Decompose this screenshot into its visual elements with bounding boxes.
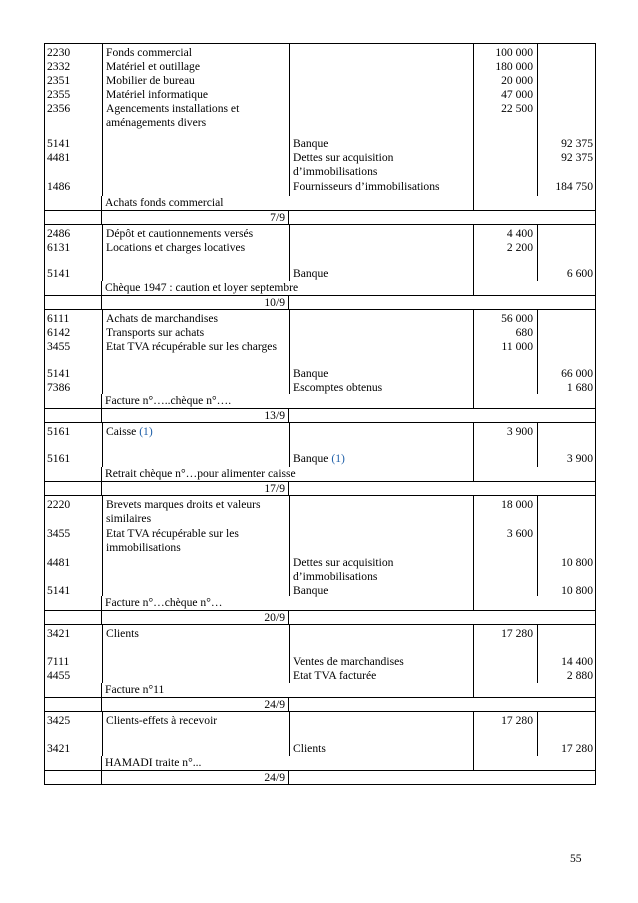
- entry-date: 13/9: [102, 409, 289, 422]
- date-row: [45, 481, 595, 496]
- debit-label: Clients-effets à recevoir: [106, 714, 218, 727]
- date-row: [45, 610, 595, 625]
- credit-label: Banque: [293, 367, 329, 380]
- account-number: 5161: [47, 452, 71, 465]
- account-number: 2220: [47, 498, 71, 511]
- debit-column: [473, 423, 537, 467]
- account-column: [45, 712, 102, 756]
- debit-amount: 4 400: [506, 227, 533, 240]
- account-number: 5141: [47, 267, 71, 280]
- entry-note-row: [45, 394, 595, 408]
- debit-label: Transports sur achats: [106, 326, 205, 339]
- account-number: 4481: [47, 556, 71, 569]
- entry-note: Chèque 1947 : caution et loyer septembre: [105, 281, 299, 294]
- entry-note: Facture n°…..chèque n°….: [105, 394, 232, 407]
- entry-note-row: [45, 596, 595, 610]
- credit-label: Fournisseurs d’immobilisations: [293, 180, 440, 193]
- account-column: [45, 423, 102, 467]
- account-column: [45, 625, 102, 683]
- account-number: 6131: [47, 241, 71, 254]
- credit-amount: 17 280: [561, 742, 593, 755]
- account-number: 5141: [47, 584, 71, 597]
- credit-label: Banque: [293, 137, 329, 150]
- account-number: 2230: [47, 46, 71, 59]
- credit-label-column: [289, 625, 473, 683]
- credit-label-column: [289, 496, 473, 596]
- debit-label: Clients: [106, 627, 139, 640]
- credit-amount: 1 680: [566, 381, 593, 394]
- debit-amount: 18 000: [501, 498, 533, 511]
- account-column: [45, 496, 102, 596]
- credit-column: [537, 712, 597, 756]
- reference-mark: (1): [139, 425, 153, 438]
- account-number: 3421: [47, 627, 71, 640]
- account-number: 2351: [47, 74, 71, 87]
- credit-amount: 2 880: [566, 669, 593, 682]
- entry-note: Facture n°11: [105, 683, 165, 696]
- debit-amount: 3 900: [506, 425, 533, 438]
- journal-entry: [44, 310, 596, 423]
- account-number: 5141: [47, 137, 71, 150]
- date-row: [45, 770, 595, 785]
- debit-label-column: [102, 496, 289, 596]
- debit-label: Agencements installations et aménagements divers: [106, 102, 240, 129]
- entry-note: Achats fonds commercial: [105, 196, 224, 209]
- entry-note-row: [45, 196, 595, 210]
- account-number: 3425: [47, 714, 71, 727]
- debit-amount: 680: [515, 326, 533, 339]
- debit-amount: 11 000: [501, 340, 533, 353]
- debit-label-column: [102, 310, 289, 394]
- debit-label: Locations et charges locatives: [106, 241, 246, 254]
- credit-column: [537, 496, 597, 596]
- debit-amount: 17 280: [501, 627, 533, 640]
- account-column: [45, 310, 102, 394]
- account-number: 2486: [47, 227, 71, 240]
- debit-amount: 100 000: [495, 46, 533, 59]
- account-number: 2356: [47, 102, 71, 115]
- entry-date: 7/9: [102, 211, 289, 224]
- account-number: 7386: [47, 381, 71, 394]
- account-number: 2355: [47, 88, 71, 101]
- journal-entry: [44, 496, 596, 625]
- debit-label: Dépôt et cautionnements versés: [106, 227, 254, 240]
- account-number: 2332: [47, 60, 71, 73]
- debit-label-column: [102, 625, 289, 683]
- debit-label-column: [102, 712, 289, 756]
- debit-label-column: [102, 44, 289, 196]
- credit-amount: 10 800: [561, 584, 593, 597]
- debit-column: [473, 225, 537, 281]
- account-number: 4455: [47, 669, 71, 682]
- credit-label: Ventes de marchandises: [293, 655, 404, 668]
- debit-amount: 17 280: [501, 714, 533, 727]
- credit-column: [537, 310, 597, 394]
- debit-amount: 22 500: [501, 102, 533, 115]
- debit-label: Matériel informatique: [106, 88, 209, 101]
- debit-amount: 3 600: [506, 527, 533, 540]
- account-number: 1486: [47, 180, 71, 193]
- credit-label-column: [289, 310, 473, 394]
- journal-entry: [44, 625, 596, 712]
- credit-label: Clients: [293, 742, 326, 755]
- entry-note-row: [45, 281, 595, 295]
- account-number: 5141: [47, 367, 71, 380]
- journal-entry: [44, 423, 596, 496]
- date-row: [45, 697, 595, 712]
- debit-column: [473, 625, 537, 683]
- debit-label: Etat TVA récupérable sur les charges: [106, 340, 277, 353]
- credit-amount: 6 600: [566, 267, 593, 280]
- credit-label-column: [289, 712, 473, 756]
- account-number: 6142: [47, 326, 71, 339]
- entry-note: Retrait chèque n°…pour alimenter caisse: [105, 467, 296, 480]
- date-row: [45, 210, 595, 225]
- debit-label: Mobilier de bureau: [106, 74, 195, 87]
- credit-label: Banque: [293, 584, 329, 597]
- debit-label: Etat TVA récupérable sur les immobilisations: [106, 527, 239, 554]
- debit-label: Fonds commercial: [106, 46, 192, 59]
- credit-amount: 92 375: [561, 137, 593, 150]
- debit-label-column: [102, 423, 289, 467]
- page-number: 55: [570, 852, 582, 865]
- entry-date: 20/9: [102, 611, 289, 624]
- credit-amount: 14 400: [561, 655, 593, 668]
- debit-amount: 180 000: [495, 60, 533, 73]
- account-number: 3455: [47, 340, 71, 353]
- account-column: [45, 225, 102, 281]
- account-number: 5161: [47, 425, 71, 438]
- credit-amount: 92 375: [561, 151, 593, 164]
- credit-label-column: [289, 225, 473, 281]
- credit-column: [537, 44, 597, 196]
- journal-entry: [44, 225, 596, 310]
- credit-label: Escomptes obtenus: [293, 381, 383, 394]
- account-number: 3455: [47, 527, 71, 540]
- account-column: [45, 44, 102, 196]
- entry-note-row: [45, 683, 595, 697]
- entry-note: HAMADI traite n°...: [105, 756, 202, 769]
- entry-note-row: [45, 467, 595, 481]
- debit-column: [473, 712, 537, 756]
- debit-label: Matériel et outillage: [106, 60, 201, 73]
- debit-label-column: [102, 225, 289, 281]
- debit-amount: 20 000: [501, 74, 533, 87]
- credit-label-column: [289, 44, 473, 196]
- entry-note: Facture n°…chèque n°…: [105, 596, 223, 609]
- date-row: [45, 295, 595, 310]
- credit-column: [537, 625, 597, 683]
- entry-note-row: [45, 756, 595, 770]
- credit-label-column: [289, 423, 473, 467]
- debit-label: Achats de marchandises: [106, 312, 219, 325]
- credit-amount: 184 750: [555, 180, 593, 193]
- journal-table: [44, 43, 596, 785]
- debit-label: Brevets marques droits et valeurs similaires: [106, 498, 261, 525]
- credit-amount: 10 800: [561, 556, 593, 569]
- reference-mark: (1): [331, 452, 345, 465]
- credit-label: Banque: [293, 452, 329, 465]
- credit-label: Etat TVA facturée: [293, 669, 377, 682]
- credit-amount: 3 900: [566, 452, 593, 465]
- debit-column: [473, 496, 537, 596]
- debit-label: Caisse: [106, 425, 137, 438]
- debit-column: [473, 310, 537, 394]
- account-number: 4481: [47, 151, 71, 164]
- debit-amount: 2 200: [506, 241, 533, 254]
- account-number: 7111: [47, 655, 70, 668]
- entry-date: 24/9: [102, 771, 289, 784]
- credit-amount: 66 000: [561, 367, 593, 380]
- entry-date: 17/9: [102, 482, 289, 495]
- journal-entry: [44, 712, 596, 785]
- credit-column: [537, 225, 597, 281]
- account-number: 6111: [47, 312, 70, 325]
- date-row: [45, 408, 595, 423]
- debit-amount: 56 000: [501, 312, 533, 325]
- credit-label: Banque: [293, 267, 329, 280]
- debit-amount: 47 000: [501, 88, 533, 101]
- journal-entry: [44, 43, 596, 225]
- debit-column: [473, 44, 537, 196]
- account-number: 3421: [47, 742, 71, 755]
- credit-label: Dettes sur acquisition d’immobilisations: [293, 556, 394, 583]
- credit-column: [537, 423, 597, 467]
- entry-date: 10/9: [102, 296, 289, 309]
- credit-label: Dettes sur acquisition d’immobilisations: [293, 151, 394, 178]
- entry-date: 24/9: [102, 698, 289, 711]
